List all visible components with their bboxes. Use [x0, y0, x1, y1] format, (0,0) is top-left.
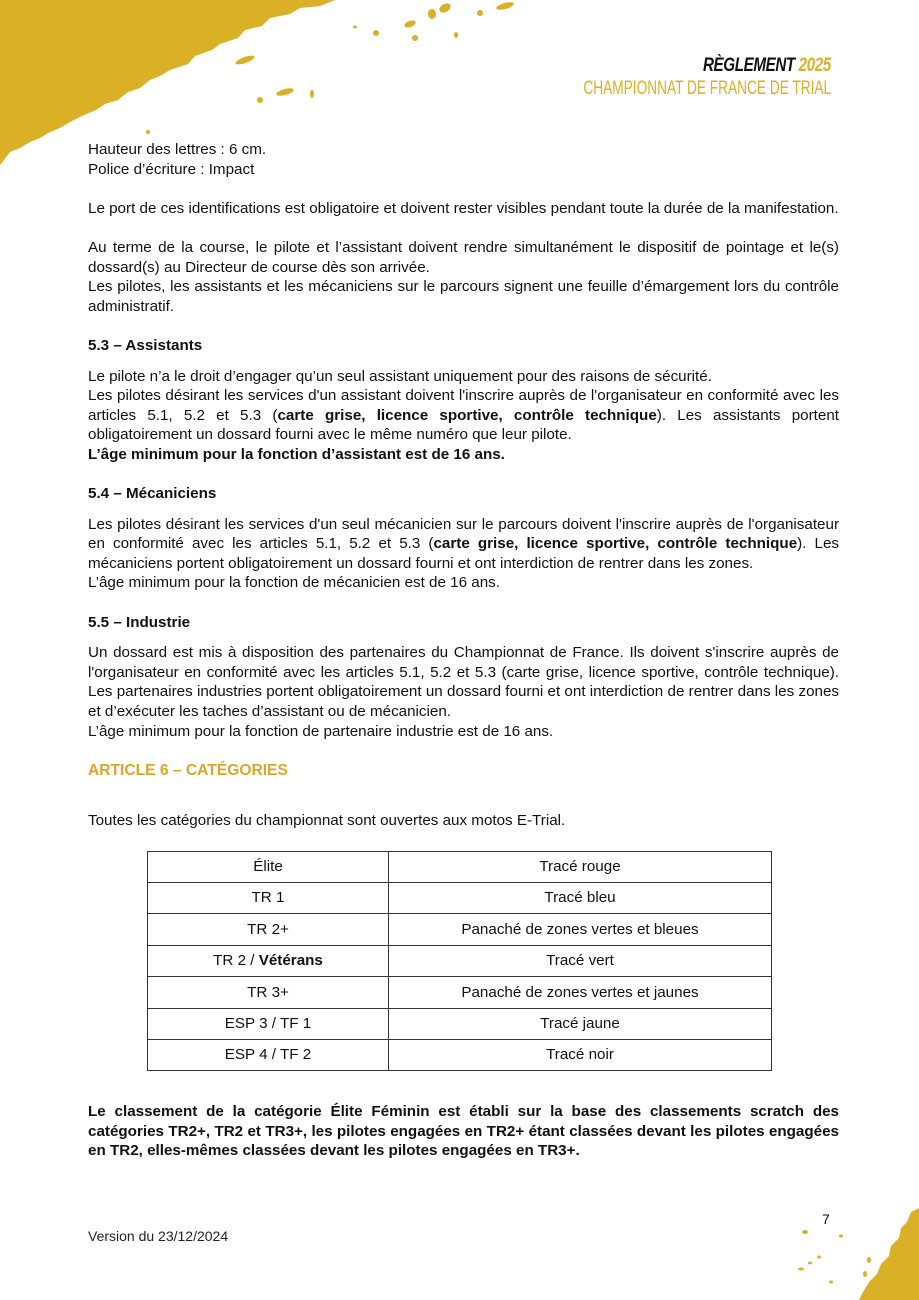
category-name: TR 2+	[148, 914, 389, 945]
category-row	[148, 1039, 772, 1070]
category-row	[148, 977, 772, 1008]
regulation-title	[703, 56, 831, 75]
category-row	[148, 882, 772, 913]
category-row	[148, 851, 772, 882]
category-name: TR 3+	[148, 977, 389, 1008]
section-5-5-heading: 5.5 – Industrie	[88, 613, 191, 631]
version-footer: Version du 23/12/2024	[88, 1228, 229, 1244]
category-track: Tracé bleu	[389, 882, 772, 913]
assistant-line: Le pilote n’a le droit d’engager qu’un seul assistant uniquement pour des raisons de sécurité.	[88, 367, 712, 385]
identification-paragraph: Le port de ces identifications est obligatoire et doivent rester visibles pendant toute la durée de la manifestation.	[88, 199, 839, 217]
letter-height-text: Hauteur des lettres : 6 cm.	[88, 141, 267, 158]
document-header	[487, 56, 831, 98]
elite-feminine-note: Le classement de la catégorie Élite Féminin est établi sur la base des classements scratch des catégories TR2+, TR2 et TR3+, les pilotes engagées en TR2+ étant classées devant les pilotes engagées en TR2, elles-mêmes classées devant les pilotes engagées en TR3+.	[88, 1102, 839, 1160]
mechanic-age: L’âge minimum pour la fonction de mécanicien est de 16 ans.	[88, 574, 500, 592]
assistant-age: L’âge minimum pour la fonction d’assistant est de 16 ans.	[88, 445, 505, 463]
category-row	[148, 1008, 772, 1039]
category-track: Tracé vert	[389, 945, 772, 976]
section-5-3-heading: 5.3 – Assistants	[88, 336, 203, 354]
page-number: 7	[822, 1211, 830, 1227]
font-text: Police d’écriture : Impact	[88, 160, 255, 178]
championship-subtitle: CHAMPIONNAT DE FRANCE DE TRIAL	[583, 78, 831, 99]
end-of-race-paragraph: Au terme de la course, le pilote et l’assistant doivent rendre simultanément le dispositif de pointage et le(s) dossard(s) au Directeur de course dès son arrivée.	[88, 238, 839, 276]
category-name: TR 1	[148, 882, 389, 913]
title-year: 2025	[798, 55, 831, 76]
category-name: TR 2 / Vétérans	[148, 945, 389, 976]
category-name: Élite	[148, 851, 389, 882]
title-main: RÈGLEMENT	[703, 55, 795, 76]
category-row	[148, 914, 772, 945]
mechanic-paragraph: Les pilotes désirant les services d'un seul mécanicien sur le parcours doivent l'inscrire auprès de l'organisateur en conformité avec les articles 5.1, 5.2 et 5.3 (carte grise, licence sportive, contrôle technique). Les mécaniciens portent obligatoirement un dossard fourni et ont interdiction de rentrer dans les zones.	[88, 515, 840, 572]
article-6-heading: ARTICLE 6 – CATÉGORIES	[88, 761, 288, 779]
section-5-4-heading: 5.4 – Mécaniciens	[88, 485, 217, 503]
paint-splash-decoration-bottom	[739, 1190, 919, 1300]
category-track: Panaché de zones vertes et jaunes	[389, 977, 772, 1008]
assistant-paragraph: Les pilotes désirant les services d'un assistant doivent l'inscrire auprès de l'organisateur en conformité avec les articles 5.1, 5.2 et 5.3 (carte grise, licence sportive, contrôle technique). Les assistants portent obligatoirement un dossard fourni avec le même numéro que leur pilote.	[88, 387, 839, 444]
industry-paragraph: Un dossard est mis à disposition des partenaires du Championnat de France. Ils doivent s'inscrire auprès de l'organisateur en conformité avec les articles 5.1, 5.2 et 5.3 (carte grise, licence sportive, contrôle technique). Les partenaires industries portent obligatoirement un dossard fourni et ont interdiction de rentrer dans les zones et d’exécuter les taches d’assistant ou de mécanicien.	[88, 644, 839, 721]
category-track: Tracé jaune	[389, 1008, 772, 1039]
industry-age: L’âge minimum pour la fonction de partenaire industrie est de 16 ans.	[88, 722, 554, 740]
categories-intro: Toutes les catégories du championnat sont ouvertes aux motos E-Trial.	[88, 812, 566, 829]
category-row	[148, 945, 772, 976]
category-name: ESP 3 / TF 1	[148, 1008, 389, 1039]
category-track: Tracé rouge	[389, 851, 772, 882]
category-name: ESP 4 / TF 2	[148, 1039, 389, 1070]
category-track: Panaché de zones vertes et bleues	[389, 914, 772, 945]
category-track: Tracé noir	[389, 1039, 772, 1070]
page-content	[88, 140, 839, 1161]
categories-table	[147, 851, 772, 1072]
signature-paragraph: Les pilotes, les assistants et les mécaniciens sur le parcours signent une feuille d’émargement lors du contrôle administratif.	[88, 278, 839, 315]
